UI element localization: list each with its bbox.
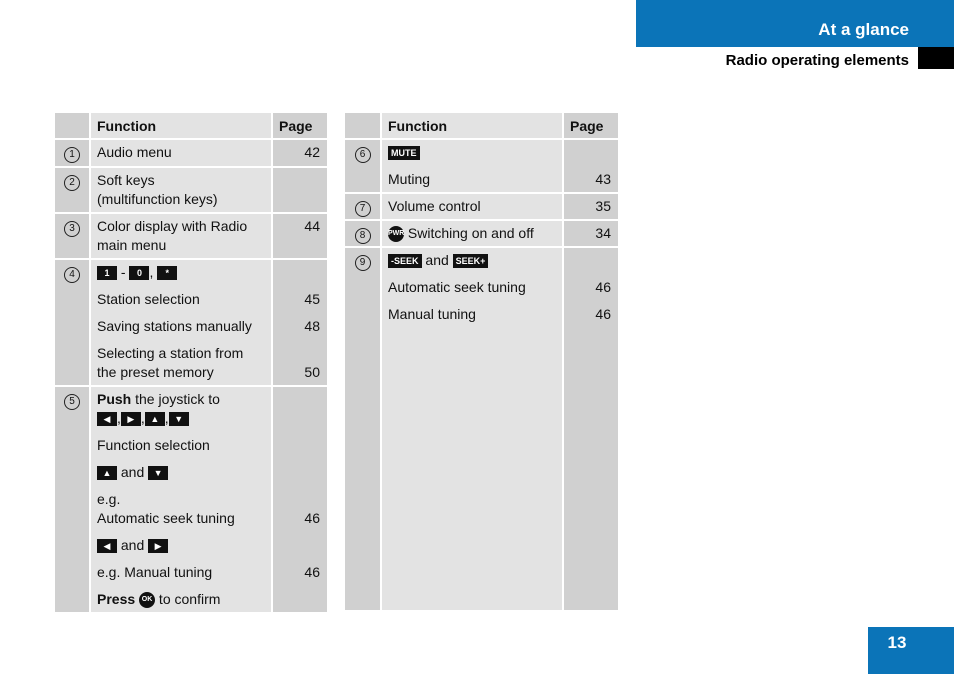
page-number: 13 xyxy=(868,627,954,674)
subsection-title: Radio operating elements xyxy=(725,52,909,69)
table-header xyxy=(55,113,327,140)
arrow-right-icon: ▶ xyxy=(121,412,141,426)
arrow-left-icon: ◀ xyxy=(97,539,117,553)
row-number: 4 xyxy=(64,267,80,283)
ok-button-icon: OK xyxy=(139,592,155,608)
row-number: 9 xyxy=(355,255,371,271)
table-row: 9 -SEEK and SEEK+ Automatic seek tuning Manual tuning 46 46 xyxy=(345,248,618,610)
table-row: 4 1 - 0 , * Station selection Saving stations manually Selecting a station from the preset memory 45 48 50 xyxy=(55,260,327,387)
table-header xyxy=(345,113,618,140)
mute-key-icon: MUTE xyxy=(388,146,420,160)
section-title: At a glance xyxy=(818,20,909,39)
key-1-icon: 1 xyxy=(97,266,117,280)
row-number: 6 xyxy=(355,147,371,163)
row-number: 2 xyxy=(64,175,80,191)
arrow-up-icon: ▲ xyxy=(97,466,117,480)
seek-up-key-icon: SEEK+ xyxy=(453,254,489,268)
key-star-icon: * xyxy=(157,266,177,280)
seek-down-key-icon: -SEEK xyxy=(388,254,422,268)
arrow-up-icon: ▲ xyxy=(145,412,165,426)
table-row: 8 PWR Switching on and off 34 xyxy=(345,221,618,248)
table-row: 5 Push the joystick to ◀ , ▶ , ▲ , ▼ Function selection ▲ and ▼ e.g. Automatic seek tuning ◀ and ▶ e.g. Manual tuning Press OK to confirm 46 46 xyxy=(55,387,327,612)
col-function: Function xyxy=(91,113,271,138)
table-row: 3 Color display with Radio main menu 44 xyxy=(55,214,327,260)
row-number: 7 xyxy=(355,201,371,217)
header-marker xyxy=(918,47,954,69)
table-row: 1 Audio menu 42 xyxy=(55,140,327,168)
row-number: 3 xyxy=(64,221,80,237)
power-button-icon: PWR xyxy=(388,226,404,242)
key-0-icon: 0 xyxy=(129,266,149,280)
left-table xyxy=(55,113,327,612)
col-page: Page xyxy=(273,113,327,138)
section-tab xyxy=(636,0,954,47)
right-table xyxy=(345,113,618,610)
table-row: 7 Volume control 35 xyxy=(345,194,618,221)
arrow-down-icon: ▼ xyxy=(169,412,189,426)
row-number: 1 xyxy=(64,147,80,163)
arrow-left-icon: ◀ xyxy=(97,412,117,426)
arrow-down-icon: ▼ xyxy=(148,466,168,480)
table-row: 6 MUTE Muting 43 xyxy=(345,140,618,194)
col-function: Function xyxy=(382,113,562,138)
arrow-right-icon: ▶ xyxy=(148,539,168,553)
col-page: Page xyxy=(564,113,618,138)
row-number: 8 xyxy=(355,228,371,244)
table-row: 2 Soft keys (multifunction keys) xyxy=(55,168,327,214)
row-number: 5 xyxy=(64,394,80,410)
